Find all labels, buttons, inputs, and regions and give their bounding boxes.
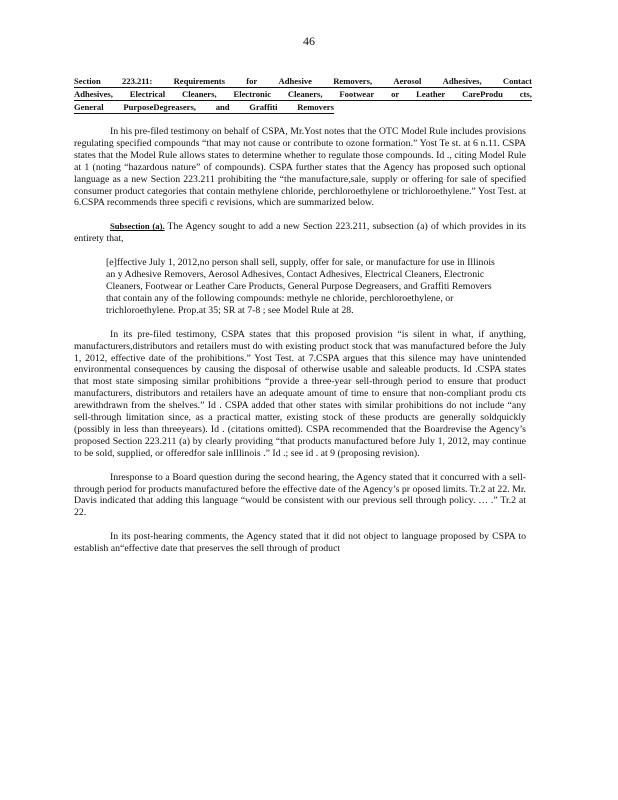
heading-line-2 xyxy=(74,89,532,101)
heading-word: Adhesive xyxy=(278,76,312,86)
heading-word: General xyxy=(74,102,104,112)
heading-word: Cleaners, xyxy=(287,89,323,99)
subsection-label: Subsection (a). xyxy=(110,221,165,232)
block-quote: [e]ffective July 1, 2012,no person shall sell, supply, offer for sale, or manufacture for use in Illinois an y Adhesive Removers, Aerosol Adhesives, Contact Adhesives, Electrical Cleaners, Electronic Cleaners, Footwear or Leather Care Products, General Purpose Degreasers, and Graffiti Removers that contain any of the following compounds: methyle ne chloride, perchloroethylene, or trichloroethylene. Prop.at 35; SR at 7-8 ; see Model Rule at 28. xyxy=(106,257,495,316)
heading-word: Requirements xyxy=(173,76,225,86)
heading-word: Adhesives, xyxy=(442,76,482,86)
heading-word: Cleaners, xyxy=(181,89,217,99)
heading-word: for xyxy=(246,76,258,86)
heading-word: cts, xyxy=(519,89,532,99)
heading-word: Leather xyxy=(416,89,446,99)
heading-word: Removers, xyxy=(333,76,373,86)
heading-word: Electronic xyxy=(233,89,272,99)
paragraph-2 xyxy=(74,221,526,245)
section-heading xyxy=(74,76,532,115)
heading-word: Section xyxy=(74,76,101,86)
body-text xyxy=(74,126,526,567)
heading-word: PurposeDegreasers, xyxy=(123,102,196,112)
heading-word: CareProdu xyxy=(462,89,503,99)
paragraph-2-text: The Agency sought to add a new Section 223.211, subsection (a) of which provides in its entirety that, xyxy=(74,221,526,245)
page-number: 46 xyxy=(303,34,315,48)
paragraph-1: In his pre-filed testimony on behalf of CSPA, Mr.Yost notes that the OTC Model Rule includes provisions regulating specified compounds “that may not cause or contribute to ozone formation.” Yost Te st. at 6 n.11. CSPA states that the Model Rule allows states to determine whether to regulate those compounds. Id ., citing Model Rule at 1 (noting “hazardous nature” of compounds). CSPA further states that the Agency has proposed such optional language as a new Section 223.211 prohibiting the “the manufacture,sale, supply or offering for sale of specified consumer product categories that contain methylene chloride, perchloroethylene or trichloroethylene.” Yost Test. at 6.CSPA recommends three specifi c revisions, which are summarized below. xyxy=(74,126,526,209)
heading-word: and xyxy=(215,102,230,112)
heading-word: Contact xyxy=(502,76,532,86)
heading-line-1 xyxy=(74,76,532,88)
paragraph-3: In its pre-filed testimony, CSPA states that this proposed provision “is silent in what, if anything, manufacturers,distributors and retailers must do with existing product stock that was manufactured before the July 1, 2012, effective date of the prohibitions.” Yost Test. at 7.CSPA argues that this silence may have unintended environmental consequences by causing the disposal of otherwise usable and saleable products. Id .CSPA states that most state simposing similar prohibitions “provide a three-year sell-through period to ensure that product manufacturers, distributors and retailers have an adequate amount of time to ensure that non-compliant produ cts arewithdrawn from the shelves.” Id . CSPA added that other states with similar prohibitions do not include “any sell-through limitation since, as a practical matter, existing stock of these products are generally soldquickly (possibly in less than threeyears). Id . (citations omitted). CSPA recommended that the Boardrevise the Agency’s proposed Section 223.211 (a) by clearly providing “that products manufactured before July 1, 2012, may continue to be sold, supplied, or offeredfor sale inIllinois .” Id .; see id . at 9 (proposing revision). xyxy=(74,328,526,459)
heading-word: 223.211: xyxy=(122,76,153,86)
heading-line-3 xyxy=(74,102,334,114)
heading-word: Removers xyxy=(297,102,334,112)
heading-word: or xyxy=(391,89,400,99)
paragraph-5: In its post-hearing comments, the Agency stated that it did not object to language proposed by CSPA to establish an“effective date that preserves the sell through of product xyxy=(74,531,526,555)
heading-word: Graffiti xyxy=(249,102,278,112)
heading-word: Adhesives, xyxy=(74,89,113,99)
heading-word: Footwear xyxy=(339,89,375,99)
heading-word: Electrical xyxy=(129,89,166,99)
heading-word: Aerosol xyxy=(393,76,422,86)
paragraph-4: Inresponse to a Board question during the second hearing, the Agency stated that it concurred with a sell-through period for products manufactured before the effective date of the Agency’s pr oposed limits. Tr.2 at 22. Mr. Davis indicated that adding this language “would be consistent with our previous sell through policy. … .” Tr.2 at 22. xyxy=(74,471,526,519)
